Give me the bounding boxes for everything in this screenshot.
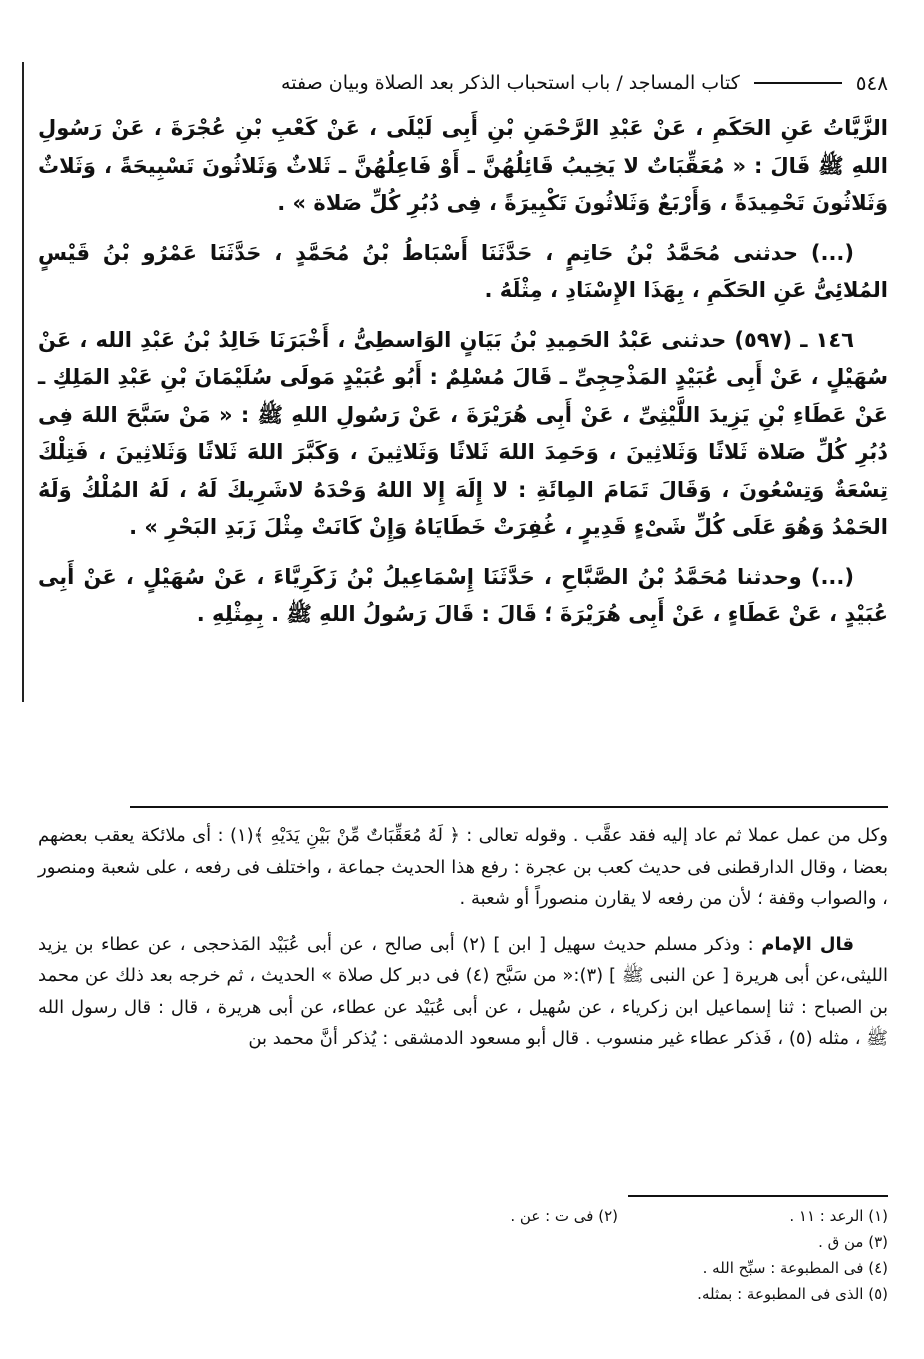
footnote-3: (٣) من ق . — [818, 1233, 888, 1251]
footnote-2: (٢) فى ت : عن . — [510, 1207, 618, 1225]
hadith-paragraph-4: (...) وحدثنا مُحَمَّدُ بْنُ الصَّبَّاحِ ، حَدَّثَنَا إِسْمَاعِيلُ بْنُ زَكَرِيَّاءَ ، عَنْ سُهَيْلٍ ، عَنْ أَبِى عُبَيْدٍ ، عَنْ عَطَاءٍ ، عَنْ أَبِى هُرَيْرَةَ ؛ قَالَ : قَالَ رَسُولُ اللهِ ﷺ . بِمِثْلِهِ . — [38, 564, 888, 626]
footnote-rule — [628, 1195, 888, 1197]
margin-rule — [22, 62, 24, 702]
hadith-paragraph-2: (...) حدثنى مُحَمَّدُ بْنُ حَاتِمٍ ، حَدَّثَنَا أَسْبَاطُ بْنُ مُحَمَّدٍ ، حَدَّثَنَا عَمْرُو بْنُ قَيْسٍ المُلائِىُّ عَنِ الحَكَمِ ، بِهَذَا الإِسْنَادِ ، مِثْلَهُ . — [38, 240, 888, 302]
footnote-row — [38, 1203, 888, 1229]
hadith-paragraph-3: ١٤٦ ـ (٥٩٧) حدثنى عَبْدُ الحَمِيدِ بْنُ بَيَانٍ الوَاسطِىُّ ، أَخْبَرَنَا خَالِدُ بْنُ عَبْدِ الله ، عَنْ سُهَيْلٍ ، عَنْ أَبِى عُبَيْدٍ المَذْحِجِىِّ ـ قَالَ مُسْلِمٌ : أَبُو عُبَيْدٍ مَولَى سُلَيْمَانَ بْنِ عَبْدِ المَلِكِ ـ عَنْ عَطَاءِ بْنِ يَزِيدَ اللَّيْثِىِّ ، عَنْ أَبِى هُرَيْرَةَ ، عَنْ رَسُولِ اللهِ ﷺ : « مَنْ سَبَّحَ اللهَ فِى دُبُرِ كُلِّ صَلاة ثَلاثًا وَثَلاثِينَ ، وَحَمِدَ اللهَ ثَلاثًا وَثَلاثِينَ ، وَكَبَّرَ اللهَ ثَلاثًا وَثَلاثِينَ ، فَتِلْكَ تِسْعَةٌ وَتِسْعُونَ ، وَقَالَ تَمَامَ المِائَةِ : لا إِلَهَ إِلا اللهُ وَحْدَهُ لاشَرِيكَ لَهُ ، لَهُ المُلْكُ وَلَهُ الحَمْدُ وَهُوَ عَلَى كُلِّ شَىْءٍ قَدِيرٍ ، غُفِرَتْ خَطَايَاهُ وَإِنْ كَانَتْ مِثْلَ زَبَدِ البَحْرِ » . — [38, 327, 888, 539]
footnote-4: (٤) فى المطبوعة : سبِّح الله . — [702, 1259, 888, 1277]
commentary-divider — [130, 806, 888, 808]
commentary-paragraph-2 — [38, 929, 888, 1055]
main-text — [38, 110, 888, 634]
running-header — [44, 66, 888, 100]
commentary-paragraph-1: وكل من عمل عملا ثم عاد إليه فقد عقَّب . وقوله تعالى : ﴿ لَهُ مُعَقِّبَاتٌ مِّنْ بَيْنِ يَدَيْهِ ﴾(١) : أى ملائكة يعقب بعضهم بعضا ، وقال الدارقطنى فى حديث كعب بن عجرة : رفع هذا الحديث جماعة ، واختلف فى رفعه ، على شعبة ومنصور ، والصواب وقفة ؛ لأن من رفعه لا يقارن منصوراً أو شعبة . — [38, 825, 888, 909]
header-dash — [754, 82, 842, 84]
hadith-paragraph-1: الزَّيَّاتُ عَنِ الحَكَمِ ، عَنْ عَبْدِ الرَّحْمَنِ بْنِ أَبِى لَيْلَى ، عَنْ كَعْبِ بْنِ عُجْرَةَ ، عَنْ رَسُولِ اللهِ ﷺ قَالَ : « مُعَقِّبَاتٌ لا يَخِيبُ قَائِلُهُنَّ ـ أَوْ فَاعِلُهُنَّ ـ ثَلاثٌ وَثَلاثُونَ تَسْبِيحَةً ، وَثَلاثٌ وَثَلاثُونَ تَحْمِيدَةً ، وَأَرْبَعٌ وَثَلاثُونَ تَكْبِيرَةً ، فِى دُبُرِ كُلِّ صَلاة » . — [38, 116, 888, 215]
footnotes — [38, 1203, 888, 1307]
commentary-body: : وذكر مسلم حديث سهيل [ ابن ] (٢) أبى صالح ، عن أبى عُبَيْد المَذحجى ، عن عطاء بن يزيد الليثى،عن أبى هريرة [ عن النبى ﷺ ] (٣):« من سَبَّح (٤) فى دبر كل صلاة » الحديث ، ثم خرجه بعد ذلك عن محمد بن الصباح : ثنا إسماعيل ابن زكرياء ، عن سُهيل ، عن أبى عُبَيْد عن عطاء، عن أبى هريرة ، قال : قال رسول الله ﷺ ، مثله (٥) ، فَذكر عطاء غير منسوب . قال أبو مسعود الدمشقى : يُذكر أنَّ محمد بن — [38, 933, 888, 1049]
commentary-lead: قال الإمام — [761, 933, 854, 955]
commentary — [38, 820, 888, 1055]
header-title: كتاب المساجد / باب استحباب الذكر بعد الصلاة وبيان صفته — [281, 72, 740, 94]
footnote-1: (١) الرعد : ١١ . — [789, 1207, 888, 1225]
footnote-5: (٥) الذى فى المطبوعة : بمثله. — [697, 1285, 888, 1303]
page-number: ٥٤٨ — [855, 71, 888, 95]
